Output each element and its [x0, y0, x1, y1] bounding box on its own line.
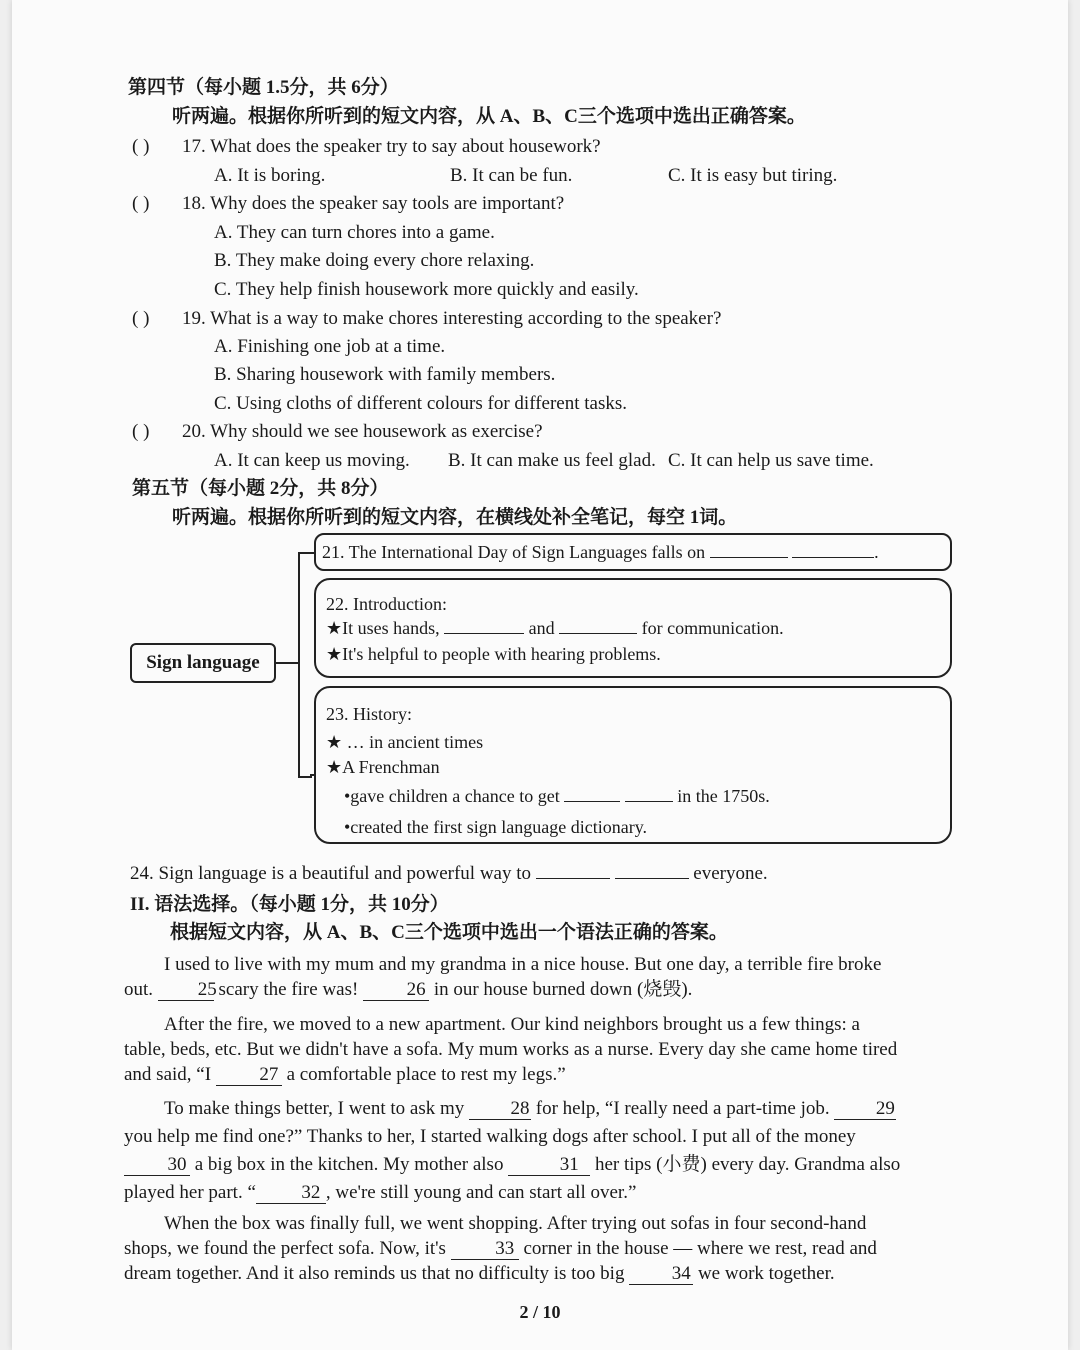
q23-box — [314, 686, 952, 844]
q23-line2: ★A Frenchman — [326, 757, 440, 777]
q23-line4: •created the first sign language dictionary. — [344, 817, 648, 837]
mindmap-bracket — [298, 552, 312, 778]
q21-blank-1[interactable] — [710, 557, 788, 558]
q19-option-b[interactable]: B. Sharing housework with family members. — [214, 364, 556, 385]
q19-stem: 19. What is a way to make chores interesting according to the speaker? — [182, 308, 722, 329]
q18-option-c[interactable]: C. They help finish housework more quickly and easily. — [214, 279, 639, 300]
q22-blank-2[interactable] — [559, 633, 637, 634]
q17-option-b[interactable]: B. It can be fun. — [450, 165, 573, 186]
q24-blank-1[interactable] — [536, 878, 610, 879]
blank-26[interactable]: 26 — [363, 980, 429, 1001]
q24-end: everyone. — [693, 863, 768, 884]
q18-bracket[interactable]: ( ) — [132, 193, 150, 214]
mindmap-root: Sign language — [130, 643, 276, 683]
blank-27[interactable]: 27 — [216, 1065, 282, 1086]
section5-heading: 第五节（每小题 2分，共 8分） — [132, 478, 389, 499]
cloze-paragraph-2: After the fire, we moved to a new apartment. Our kind neighbors brought us a few things: a table, beds, etc. But we didn't have a sofa. My mum works as a nurse. Every day she came home tired and said, “I 27 a comfortable place to rest my legs.” — [124, 1014, 898, 1085]
q17-bracket[interactable]: ( ) — [132, 136, 150, 157]
q20-bracket[interactable]: ( ) — [132, 421, 150, 442]
blank-34[interactable]: 34 — [629, 1264, 693, 1285]
q17-option-a[interactable]: A. It is boring. — [214, 165, 326, 186]
q24-blank-2[interactable] — [615, 878, 689, 879]
q18-stem: 18. Why does the speaker say tools are important? — [182, 193, 565, 214]
q22-box — [314, 578, 952, 678]
part2-heading: II. 语法选择。（每小题 1分，共 10分） — [130, 894, 449, 915]
q22-blank-1[interactable] — [444, 633, 524, 634]
q22-line1-a: ★It uses hands, — [326, 618, 440, 638]
q21-text: 21. The International Day of Sign Languages falls on — [322, 542, 706, 562]
q22-title: 22. Introduction: — [326, 594, 447, 614]
q23-title: 23. History: — [326, 704, 413, 724]
q19-bracket[interactable]: ( ) — [132, 308, 150, 329]
section5-instruction: 听两遍。根据你所听到的短文内容，在横线处补全笔记，每空 1词。 — [172, 507, 738, 528]
q21-blank-2[interactable] — [792, 557, 874, 558]
q22-line2: ★It's helpful to people with hearing problems. — [326, 644, 661, 664]
q20-option-b[interactable]: B. It can make us feel glad. — [448, 450, 656, 471]
q22-line1-c: for communication. — [641, 618, 784, 638]
q17-stem: 17. What does the speaker try to say about housework? — [182, 136, 601, 157]
q19-option-c[interactable]: C. Using cloths of different colours for different tasks. — [214, 393, 627, 414]
cloze-paragraph-3: To make things better, I went to ask my 28 for help, “I really need a part-time job. 29 you help me find one?” Thanks to her, I started walking dogs after school. I put all of the money 30 a big box in the kitchen. My mother also 31 her tips (小费) every day. Grandma also played her part. “ 32 , we're still young and can start all over.” — [124, 1098, 901, 1203]
blank-28[interactable]: 28 — [469, 1099, 531, 1120]
q23-blank-2[interactable] — [625, 801, 673, 802]
q17-option-c[interactable]: C. It is easy but tiring. — [668, 165, 838, 186]
cloze-paragraph-4: When the box was finally full, we went shopping. After trying out sofas in four second-hand shops, we found the perfect sofa. Now, it's 33 corner in the house — where we rest, read and dream together. And it also reminds us that no difficulty is too big 34 we work together. — [124, 1213, 877, 1284]
q22-line1-b: and — [528, 618, 555, 638]
q21-end: . — [874, 542, 879, 562]
section4-instruction: 听两遍。根据你所听到的短文内容，从 A、B、C三个选项中选出正确答案。 — [172, 106, 806, 127]
cloze-paragraph-1: I used to live with my mum and my grandma in a nice house. But one day, a terrible fire broke out. 25 scary the fire was! 26 in our house burned down (烧毁). — [124, 954, 882, 1000]
part2-instruction: 根据短文内容，从 A、B、C三个选项中选出一个语法正确的答案。 — [170, 922, 728, 943]
exam-page — [12, 0, 1068, 1350]
q23-blank-1[interactable] — [564, 801, 620, 802]
q18-option-a[interactable]: A. They can turn chores into a game. — [214, 222, 495, 243]
q24-text: 24. Sign language is a beautiful and powerful way to — [130, 863, 532, 884]
blank-31[interactable]: 31 — [508, 1155, 590, 1176]
blank-32[interactable]: 32 — [256, 1183, 326, 1204]
q19-option-a[interactable]: A. Finishing one job at a time. — [214, 336, 446, 357]
blank-29[interactable]: 29 — [834, 1099, 896, 1120]
blank-30[interactable]: 30 — [124, 1155, 190, 1176]
blank-33[interactable]: 33 — [451, 1239, 519, 1260]
q21-box — [314, 533, 952, 571]
q20-option-a[interactable]: A. It can keep us moving. — [214, 450, 410, 471]
mindmap-connector — [274, 662, 298, 664]
q18-option-b[interactable]: B. They make doing every chore relaxing. — [214, 250, 535, 271]
section4-heading: 第四节（每小题 1.5分，共 6分） — [128, 77, 399, 98]
q20-stem: 20. Why should we see housework as exercise? — [182, 421, 543, 442]
blank-25[interactable]: 25 — [158, 980, 214, 1001]
q20-option-c[interactable]: C. It can help us save time. — [668, 450, 874, 471]
page-number: 2 / 10 — [519, 1302, 561, 1322]
q23-line1: ★ … in ancient times — [326, 732, 484, 752]
q23-line3-b: in the 1750s. — [677, 786, 770, 806]
q23-line3-a: •gave children a chance to get — [344, 786, 560, 806]
